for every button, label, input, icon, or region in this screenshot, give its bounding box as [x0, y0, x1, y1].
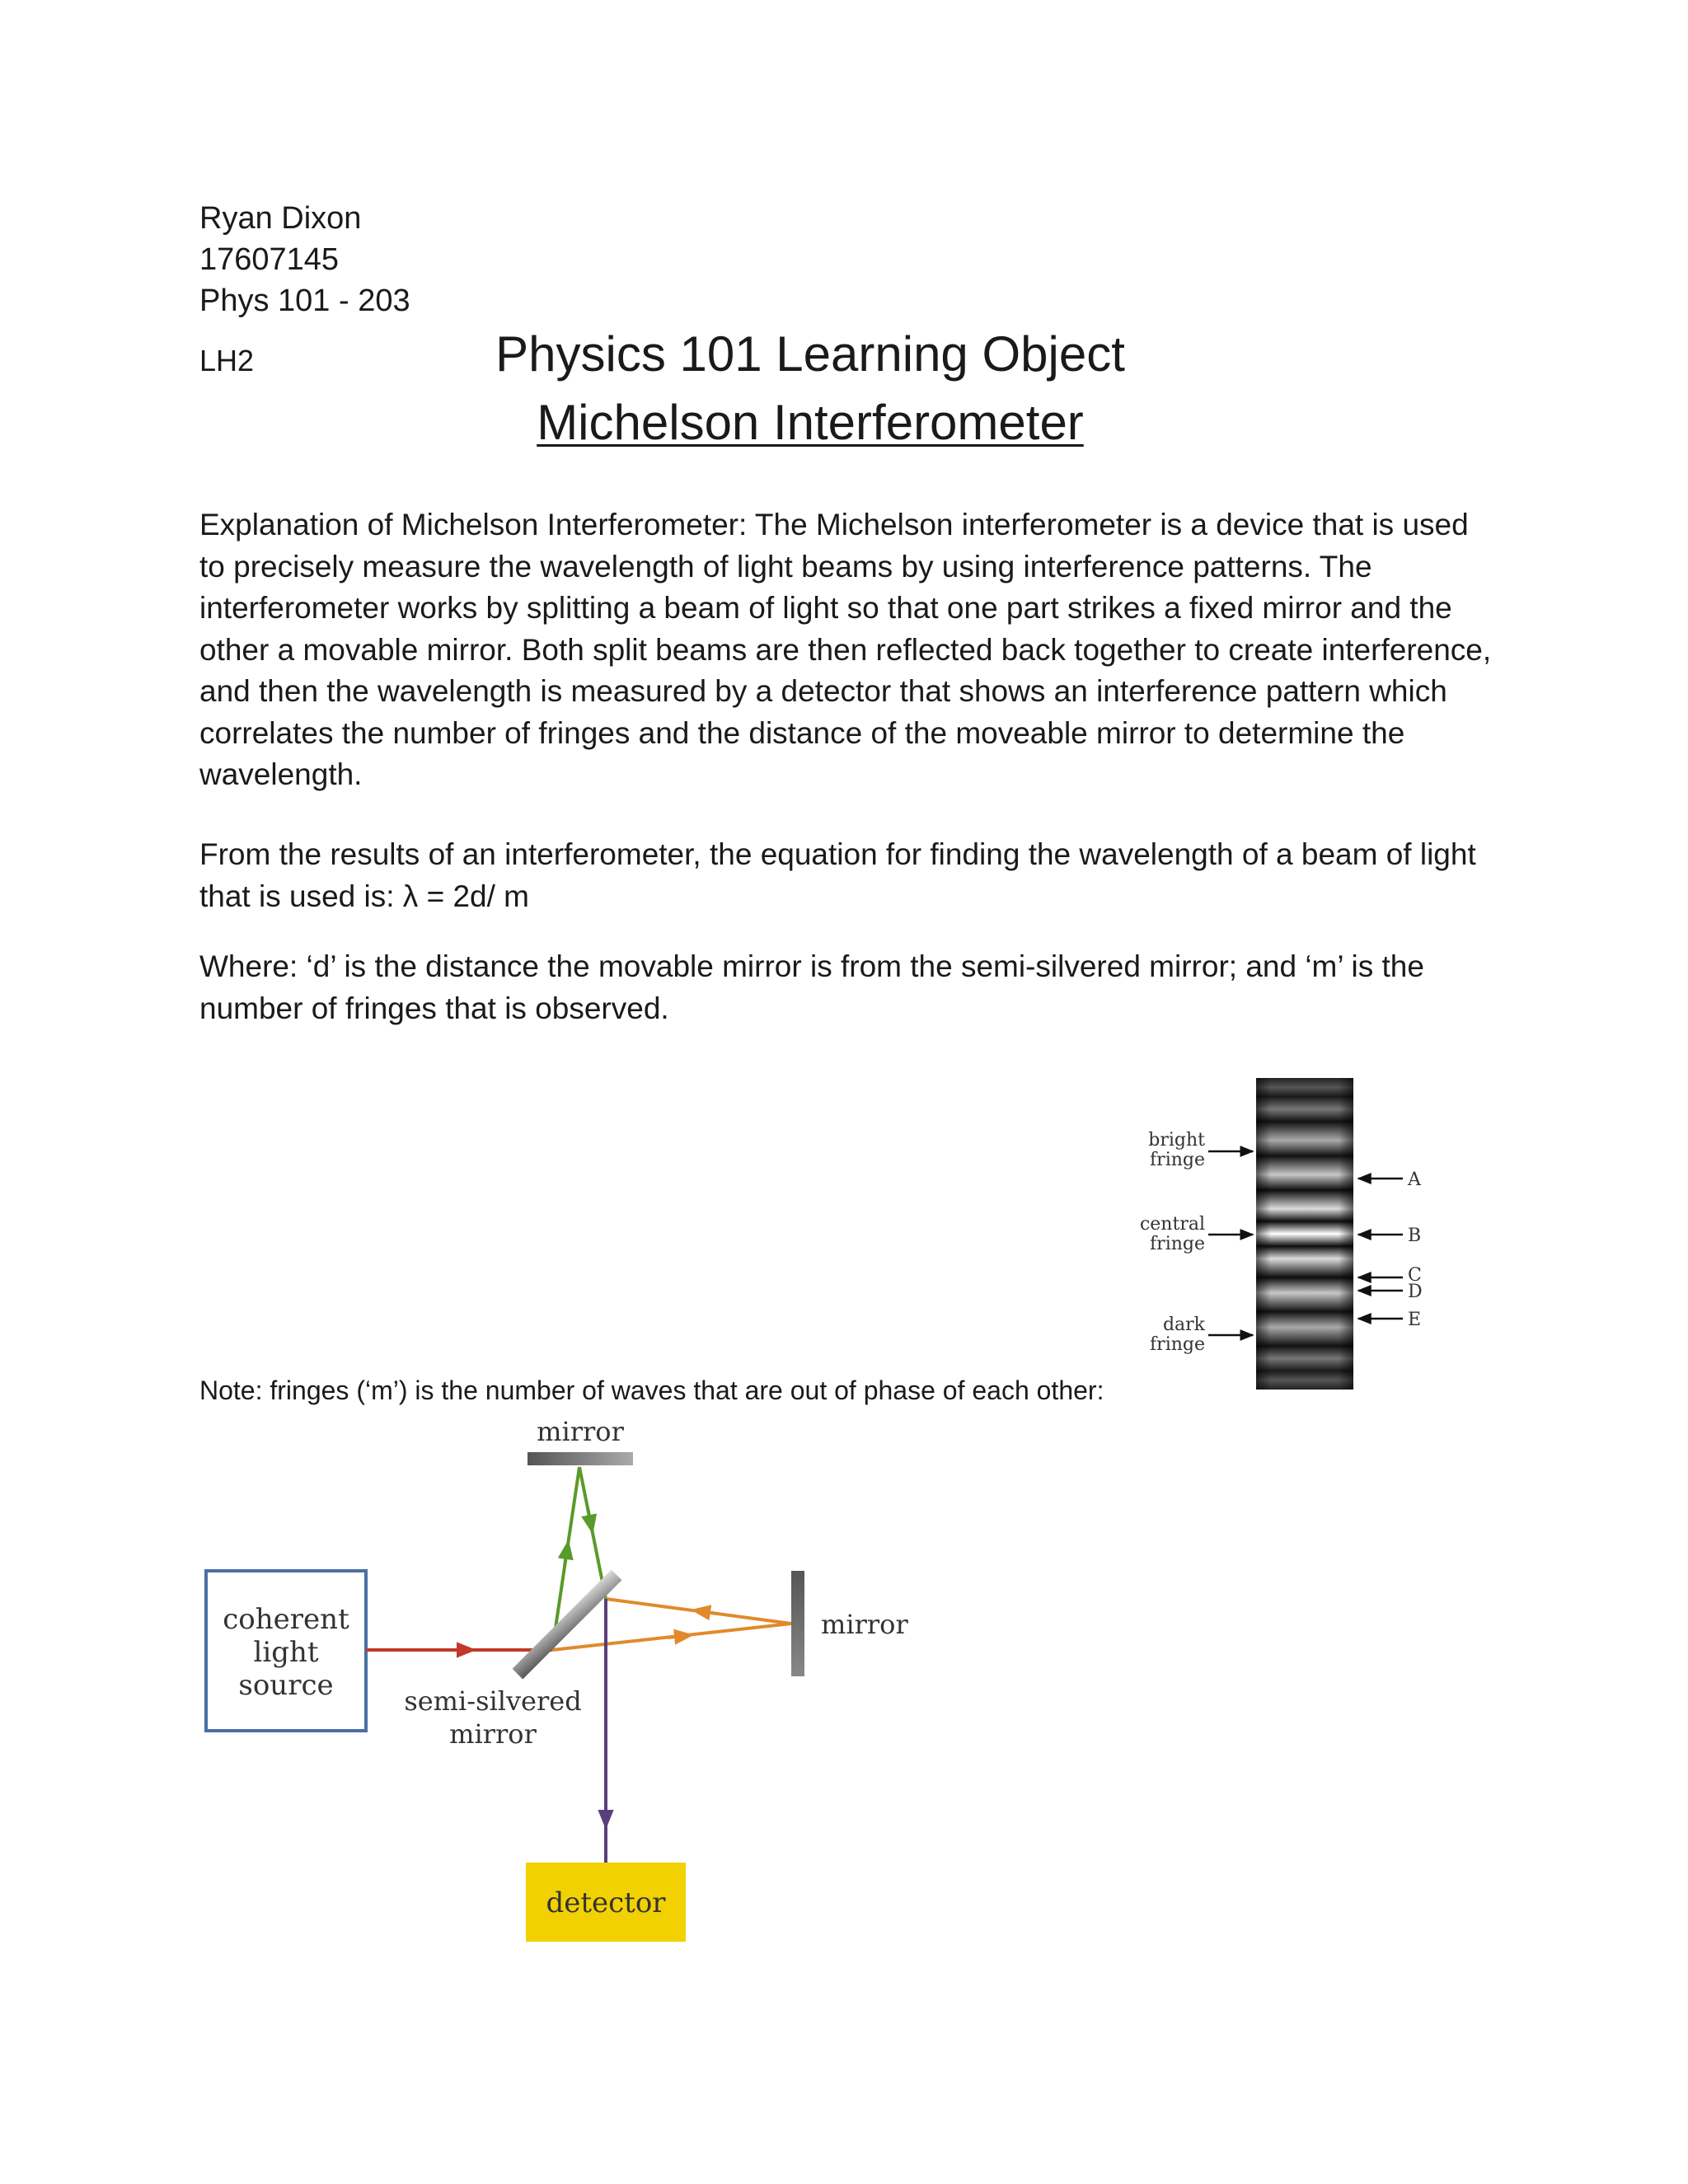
bright-label-2: fringe	[1150, 1150, 1205, 1170]
label-c: C	[1408, 1265, 1422, 1286]
splitter-label-2: mirror	[449, 1718, 537, 1750]
dark-label-2: fringe	[1150, 1334, 1205, 1355]
source-label-3: source	[238, 1669, 334, 1702]
detector-label: detector	[546, 1886, 666, 1919]
label-e: E	[1408, 1310, 1422, 1330]
explanation-paragraph: Explanation of Michelson Interferometer: The Michelson interferometer is a device that is used to precisely measure the wavelength of light beams by using interference patterns. The interferometer works by splitting a beam of light so that one part strikes a fixed mirror and the other a movable mirror. Both split beams are then reflected back together to create interference, and then the wavelength is measured by a detector that shows an interference pattern which correlates the number of fringes and the distance of the moveable mirror to determine the wavelength.	[199, 508, 1492, 791]
page-title: Physics 101 Learning Object	[495, 326, 1125, 382]
label-d: D	[1408, 1282, 1423, 1302]
definitions-paragraph: Where: ‘d’ is the distance the movable mirror is from the semi-silvered mirror; and ‘m’ is the number of fringes that is observed.	[199, 949, 1424, 1025]
right-mirror-label: mirror	[821, 1609, 908, 1640]
source-label-1: coherent	[223, 1603, 349, 1636]
student-id: 17607145	[199, 242, 340, 277]
central-label-1: central	[1139, 1214, 1205, 1235]
label-a: A	[1408, 1169, 1421, 1190]
fringes-note: Note: fringes (‘m’) is the number of waves that are out of phase of each other:	[199, 1376, 1104, 1405]
right-mirror	[791, 1571, 804, 1676]
author-name: Ryan Dixon	[199, 201, 362, 236]
source-label-2: light	[253, 1636, 319, 1669]
top-mirror	[528, 1452, 633, 1465]
top-mirror-label: mirror	[537, 1416, 624, 1447]
section-code: LH2	[199, 344, 255, 377]
central-label-2: fringe	[1150, 1234, 1205, 1254]
dark-label-1: dark	[1162, 1315, 1205, 1335]
label-b: B	[1408, 1226, 1422, 1246]
horizontal-beam-back	[606, 1599, 791, 1624]
equation-paragraph: From the results of an interferometer, the equation for finding the wavelength of a beam of light that is used is: λ = 2d/ m	[199, 837, 1476, 913]
bright-label-1: bright	[1148, 1130, 1205, 1151]
interferometer-diagram	[190, 1401, 931, 1961]
fringe-pattern-figure	[1129, 1071, 1442, 1401]
course-code: Phys 101 - 203	[199, 284, 410, 318]
page-subtitle: Michelson Interferometer	[537, 395, 1084, 450]
splitter-label-1: semi-silvered	[404, 1685, 582, 1717]
vertical-beam-down	[579, 1467, 606, 1599]
